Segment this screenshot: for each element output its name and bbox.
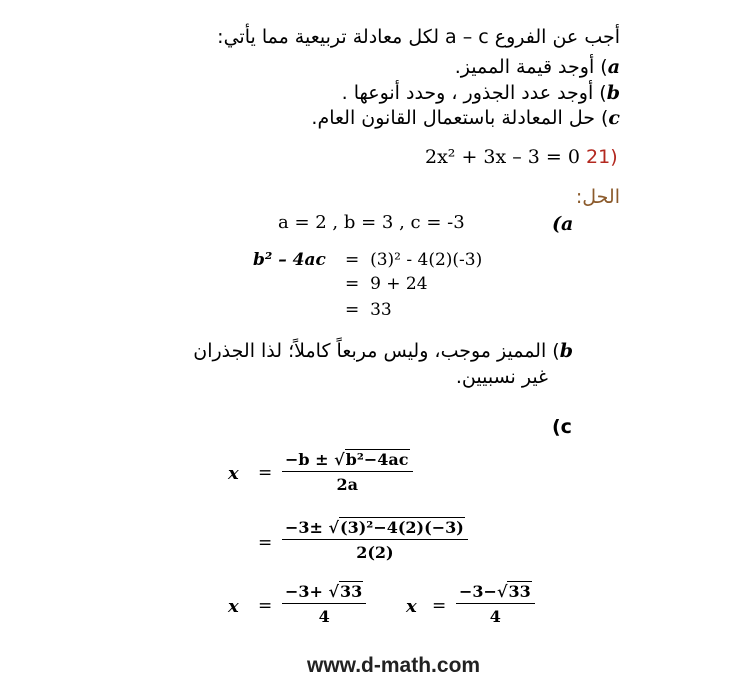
question-intro: أجب عن الفروع a – c لكل معادلة تربيعية مما يأتي: xyxy=(217,26,620,48)
problem-equation: 2x² + 3x – 3 = 0 21) xyxy=(425,146,618,168)
coefficients: a = 2 , b = 3 , c = -3 xyxy=(278,212,465,233)
solution-heading: الحل: xyxy=(575,186,620,208)
part-b-answer-line-2: غير نسبيين. xyxy=(455,366,548,388)
sqrt-sign: √ xyxy=(334,450,345,469)
part-a-instruction: a) أوجد قيمة المميز. xyxy=(454,56,620,78)
formula-x: x xyxy=(228,463,239,484)
discriminant-line-3: = 33 xyxy=(345,300,392,320)
root-2-fraction: −3−√33 4 xyxy=(456,582,535,626)
substitution-equals: = xyxy=(258,533,273,553)
substitution-fraction: −3± √(3)²−4(2)(−3) 2(2) xyxy=(282,518,468,562)
part-c-label: (c xyxy=(552,416,572,438)
root-2-equals: = xyxy=(432,596,447,616)
part-b-answer-line-1: b) المميز موجب، وليس مربعاً كاملاً؛ لذا الجذران xyxy=(193,340,573,362)
part-b-label: b xyxy=(559,340,573,362)
root-1-fraction: −3+ √33 4 xyxy=(282,582,366,626)
formula-equals: = xyxy=(258,463,273,483)
discriminant-lhs: b² – 4ac xyxy=(253,250,326,270)
problem-number: 21) xyxy=(586,146,618,168)
sqrt-sign: √ xyxy=(496,582,508,601)
sqrt-sign: √ xyxy=(328,518,340,537)
part-c-instruction: c) حل المعادلة باستعمال القانون العام. xyxy=(311,107,620,129)
part-a-label: (a xyxy=(552,213,574,235)
sqrt-sign: √ xyxy=(328,582,340,601)
root-1-equals: = xyxy=(258,596,273,616)
root-1-x: x xyxy=(228,596,239,617)
discriminant-line-1: = (3)² - 4(2)(-3) xyxy=(345,250,483,270)
quadratic-formula-fraction: −b ± √b²−4ac 2a xyxy=(282,450,413,494)
watermark-link[interactable]: www.d-math.com xyxy=(307,654,481,677)
part-b-instruction: b) أوجد عدد الجذور ، وحدد أنوعها . xyxy=(341,82,620,104)
root-2-x: x xyxy=(406,596,417,617)
discriminant-line-2: = 9 + 24 xyxy=(345,274,428,294)
